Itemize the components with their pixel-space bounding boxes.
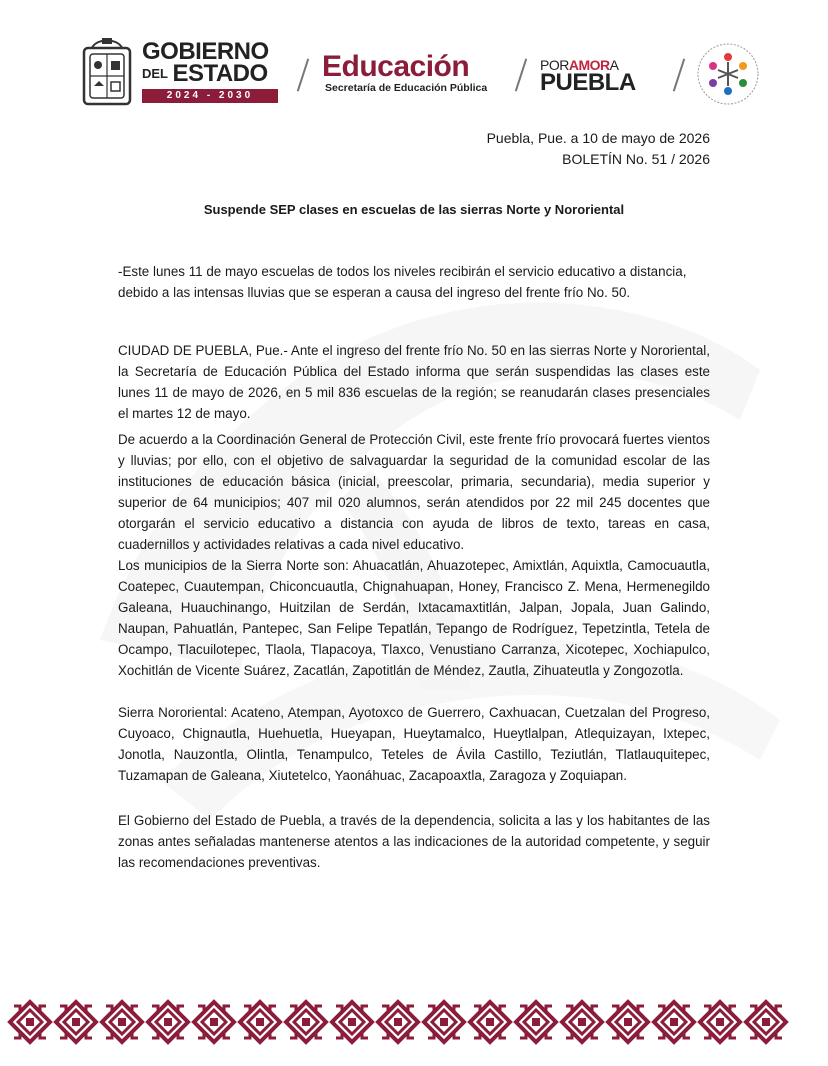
body-paragraph-1: CIUDAD DE PUEBLA, Pue.- Ante el ingreso del frente frío No. 50 en las sierras Norte y Nororiental, la Secretaría de Educación Pública del Estado informa que serán suspendidas las clases este lunes 11 de mayo de 2026, en 5 mil 836 escuelas de la región; se reanudarán clases presenciales el martes 12 de mayo.: [118, 343, 710, 421]
gobierno-logo-line2: DEL: [142, 66, 168, 81]
bulletin-number: BOLETÍN No. 51 / 2026: [562, 151, 710, 167]
lead-paragraph: -Este lunes 11 de mayo escuelas de todos los niveles recibirán el servicio educativo a distancia, debido a las intensas lluvias que se esperan a causa del ingreso del frente frío No. 50.: [118, 264, 687, 300]
state-seal-icon: [80, 36, 134, 108]
gobierno-logo: [142, 40, 278, 103]
inclusion-circle-logo-icon: [696, 42, 760, 106]
educacion-logo-title: Educación: [322, 50, 470, 83]
dateline-block: [487, 128, 710, 170]
educacion-logo-subtitle: Secretaría de Educación Pública: [325, 82, 488, 94]
gobierno-logo-line3: ESTADO: [172, 60, 268, 87]
por-logo-amor: AMOR: [568, 57, 610, 73]
letterhead: [80, 36, 760, 112]
body-paragraph-2: De acuerdo a la Coordinación General de Protección Civil, este frente frío provocará fuertes vientos y lluvias; por ello, con el objetivo de salvaguardar la seguridad de la comunidad escolar de las instituciones de educación básica (inicial, preescolar, primaria, secundaria), media superior y superior de 64 municipios; 407 mil 020 alumnos, serán atendidos por 22 mil 245 docentes que otorgarán el servicio educativo a distancia con ayuda de libros de texto, tareas en casa, cuadernillos y actividades relativas a cada nivel educativo.: [118, 432, 710, 552]
por-logo-por: POR: [540, 57, 569, 73]
por-amor-a-puebla-logo: [540, 58, 636, 94]
educacion-logo: [322, 52, 487, 94]
header-divider: [515, 59, 527, 92]
gobierno-logo-years: 2024 - 2030: [142, 89, 278, 103]
dateline: Puebla, Pue. a 10 de mayo de 2026: [486, 130, 710, 146]
body-paragraph-5: El Gobierno del Estado de Puebla, a través de la dependencia, solicita a las y los habitantes de las zonas antes señaladas mantenerse atentos a las indicaciones de la autoridad competente, y seguir las recomendaciones preventivas.: [118, 813, 710, 870]
body-paragraph-3: Los municipios de la Sierra Norte son: Ahuacatlán, Ahuazotepec, Amixtlán, Aquixtla, Camocuautla, Coatepec, Cuautempan, Chiconcuautla, Chignahuapan, Honey, Francisco Z. Mena, Hermenegildo Galeana, Huauchinango, Huitzilan de Serdán, Ixtacamaxtitlán, Jalpan, Jopala, Juan Galindo, Naupan, Pahuatlán, Pantepec, San Felipe Tepatlán, Tepango de Rodríguez, Tepetzintla, Tetela de Ocampo, Tlacuilotepec, Tlaola, Tlapacoya, Tlaxco, Venustiano Carranza, Xicotepec, Xochiapulco, Xochitlán de Vicente Suárez, Zacatlán, Zapotitlán de Méndez, Zautla, Zihuateutla y Zongozotla.: [118, 558, 710, 678]
header-divider: [673, 59, 685, 92]
gobierno-logo-line1: GOBIERNO: [142, 38, 269, 65]
body-paragraph-4: Sierra Nororiental: Acateno, Atempan, Ayotoxco de Guerrero, Caxhuacan, Cuetzalan del Progreso, Cuyoaco, Chignautla, Huehuetla, Hueyapan, Hueytamalco, Hueytlalpan, Atlequizayan, Ixtepec, Jonotla, Nauzontla, Olintla, Tenampulco, Teteles de Ávila Castillo, Teziutlán, Tlatlauquitepec, Tuzamapan de Galeana, Xiutetelco, Yaonáhuac, Zacapoaxtla, Zaragoza y Zoquiapan.: [118, 705, 710, 783]
header-divider: [297, 59, 309, 92]
por-logo-puebla: PUEBLA: [540, 69, 636, 96]
bulletin-title: Suspende SEP clases en escuelas de las sierras Norte y Nororiental: [203, 202, 625, 217]
por-logo-a: A: [609, 57, 619, 73]
decorative-footer-pattern: [0, 998, 828, 1046]
